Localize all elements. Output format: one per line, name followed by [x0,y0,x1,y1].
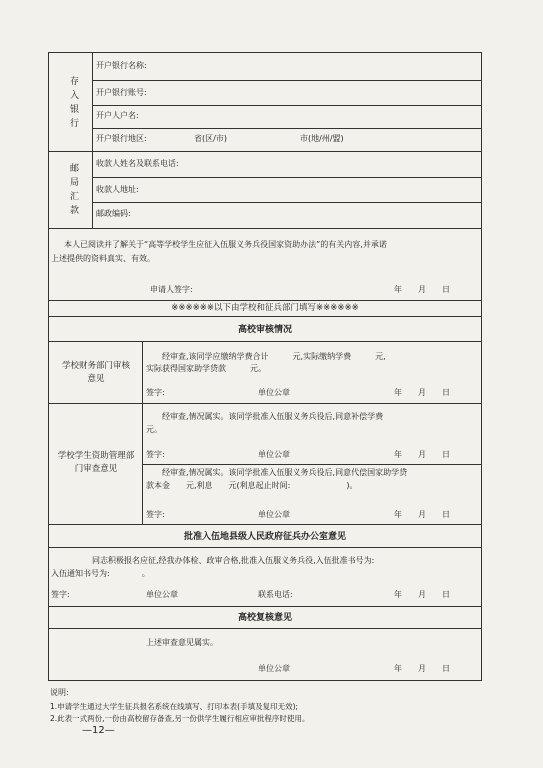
recheck-text: 上述审查意见属实。 [146,638,218,647]
note-1: 1.申请学生通过大学生征兵报名系统在线填写、打印本表(手填及复印无效); [50,702,299,711]
table-border [48,52,482,53]
payee-field[interactable]: 收款人姓名及联系电话: [96,159,179,168]
recruitment-office-title: 批准入伍地县级人民政府征兵办公室意见 [183,532,346,542]
tuition-compensation-text: 经审查,情况属实。该同学批准入伍服义务兵役后,同意补偿学费 [162,412,384,421]
row-divider [48,228,482,229]
row-divider [48,628,482,629]
loan-repayment-text: 经审查,情况属实。该同学批准入伍服义务兵役后,同意代偿国家助学贷 [162,468,408,477]
bank-section-label: 存入银行 [68,76,78,132]
aid-date: 年 月 日 [394,450,450,459]
declaration-line1: 本人已阅读并了解关于“高等学校学生应征入伍服义务兵役国家资助办法”的有关内容,并承诺 [64,240,387,249]
account-holder-field[interactable]: 开户人户名: [96,111,139,120]
row-divider [48,524,482,525]
row-divider [92,105,482,106]
school-section-separator: ※※※※※※以下由学校和征兵部门填写※※※※※※ [171,303,359,313]
recruitment-signature-field[interactable]: 签字: [51,590,70,599]
aid-dept-label: 学校学生资助管理部门审查意见 [57,451,135,474]
table-border [48,52,49,680]
row-divider [48,547,482,548]
loan-seal-label: 单位公章 [258,510,290,519]
finance-review-text: 经审查,该同学应缴纳学费合计 元,实际缴纳学费 元, [162,352,386,361]
loan-signature-field[interactable]: 签字: [146,510,165,519]
province-label: 省(区/市) [194,134,227,143]
aid-signature-field[interactable]: 签字: [146,450,165,459]
recheck-date: 年 月 日 [394,664,450,673]
recruitment-phone-field[interactable]: 联系电话: [258,590,293,599]
table-border [48,680,482,681]
table-border [481,52,482,680]
aid-seal-label: 单位公章 [258,450,290,459]
finance-dept-label: 学校财务部门审核意见 [61,361,130,384]
recruitment-seal-label: 单位公章 [146,590,178,599]
post-section-label: 邮局汇款 [68,163,78,219]
recruitment-date: 年 月 日 [394,590,450,599]
loan-date: 年 月 日 [394,510,450,519]
row-divider [48,606,482,607]
row-divider [48,403,482,404]
finance-signature-field[interactable]: 签字: [146,388,165,397]
row-divider [92,177,482,178]
recruitment-text: 同志积极报名应征,经我办体检、政审合格,批准入伍服义务兵役,入伍批准书号为: [92,556,375,565]
row-divider [48,151,482,152]
row-divider [92,128,482,129]
row-divider [48,316,482,317]
finance-date: 年 月 日 [394,388,450,397]
row-divider [92,80,482,81]
row-divider [142,464,482,465]
school-review-title: 高校审核情况 [237,325,292,335]
payee-address-field[interactable]: 收款人地址: [96,185,139,194]
zip-code-field[interactable]: 邮政编码: [96,209,131,218]
recheck-seal-label: 单位公章 [258,664,290,673]
recheck-title: 高校复核意见 [237,613,292,623]
row-divider [48,300,482,301]
city-label: 市(地/州/盟) [300,134,344,143]
note-2: 2.此表一式两份,一份由高校留存备查,另一份供学生履行相应审批程序时使用。 [50,714,310,723]
bank-name-field[interactable]: 开户银行名称: [96,61,147,70]
column-divider [142,341,143,524]
finance-seal-label: 单位公章 [258,388,290,397]
declaration-line2: 上述提供的资料真实、有效。 [51,254,155,263]
page-number: —12— [82,725,115,736]
row-divider [48,341,482,342]
row-divider [92,202,482,203]
loan-repayment-text: 款本金 元,利息 元(利息起止时间: )。 [146,481,358,490]
enlistment-notice-number[interactable]: 入伍通知书号为: 。 [51,569,150,578]
notes-heading: 说明: [50,688,69,697]
finance-review-text: 实际获得国家助学贷款 元。 [146,364,266,373]
declaration-date: 年 月 日 [394,285,450,294]
bank-account-field[interactable]: 开户银行账号: [96,88,147,97]
bank-region-field[interactable]: 开户银行地区: [96,134,147,143]
applicant-signature-field[interactable]: 申请人签字: [150,285,193,294]
tuition-compensation-text: 元。 [146,425,162,434]
